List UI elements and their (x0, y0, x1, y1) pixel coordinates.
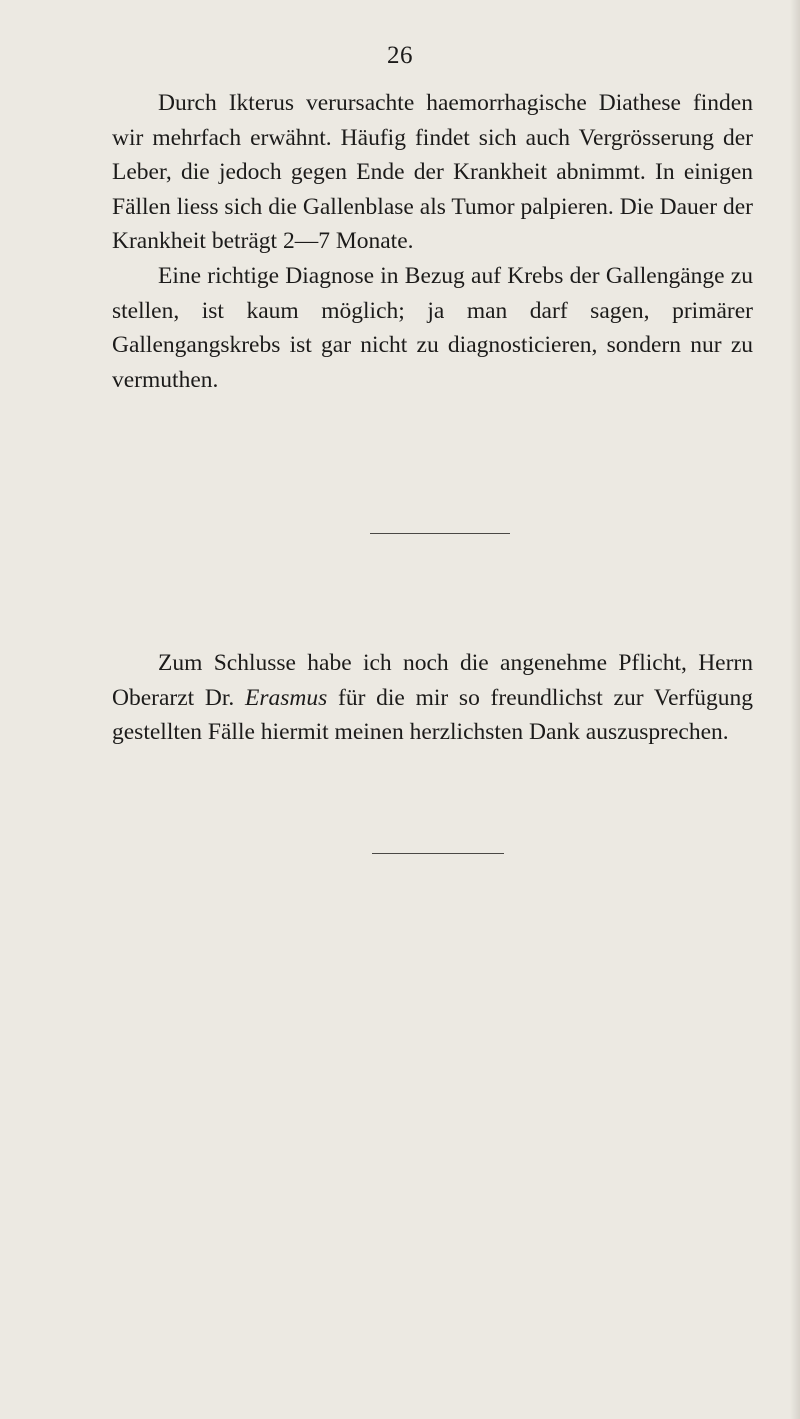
acknowledgement-name: Erasmus (245, 684, 328, 711)
acknowledgement-after: für die mir so freundlichst zur Verfügung gestellten Fälle hiermit meinen herzlichsten Dank auszusprechen. (112, 684, 754, 746)
main-text (112, 86, 753, 397)
acknowledgement (112, 646, 753, 750)
acknowledgement-before: Zum Schlusse habe ich noch die angenehme Pflicht, Herrn Oberarzt Dr. (112, 650, 753, 711)
page-edge-shadow (790, 0, 800, 1419)
paragraph-acknowledgement (112, 646, 753, 750)
section-divider (370, 533, 510, 534)
page-number: 26 (387, 42, 413, 69)
paragraph-diagnose: Eine richtige Diagnose in Bezug auf Krebs der Gallengänge zu stellen, ist kaum möglich; ja man darf sagen, primärer Gallengangskrebs ist gar nicht zu diagnosticieren, sondern nur zu vermuthen. (112, 262, 753, 393)
paragraph-ikterus: Durch Ikterus verursachte haemorrhagische Diathese finden wir mehrfach erwähnt. Häufig findet sich auch Vergrösserung der Leber, die jedoch gegen Ende der Krankheit abnimmt. In einigen Fällen liess sich die Gallenblase als Tumor palpieren. Die Dauer der Krankheit beträgt 2—7 Monate. (112, 90, 753, 255)
end-divider (372, 853, 504, 854)
